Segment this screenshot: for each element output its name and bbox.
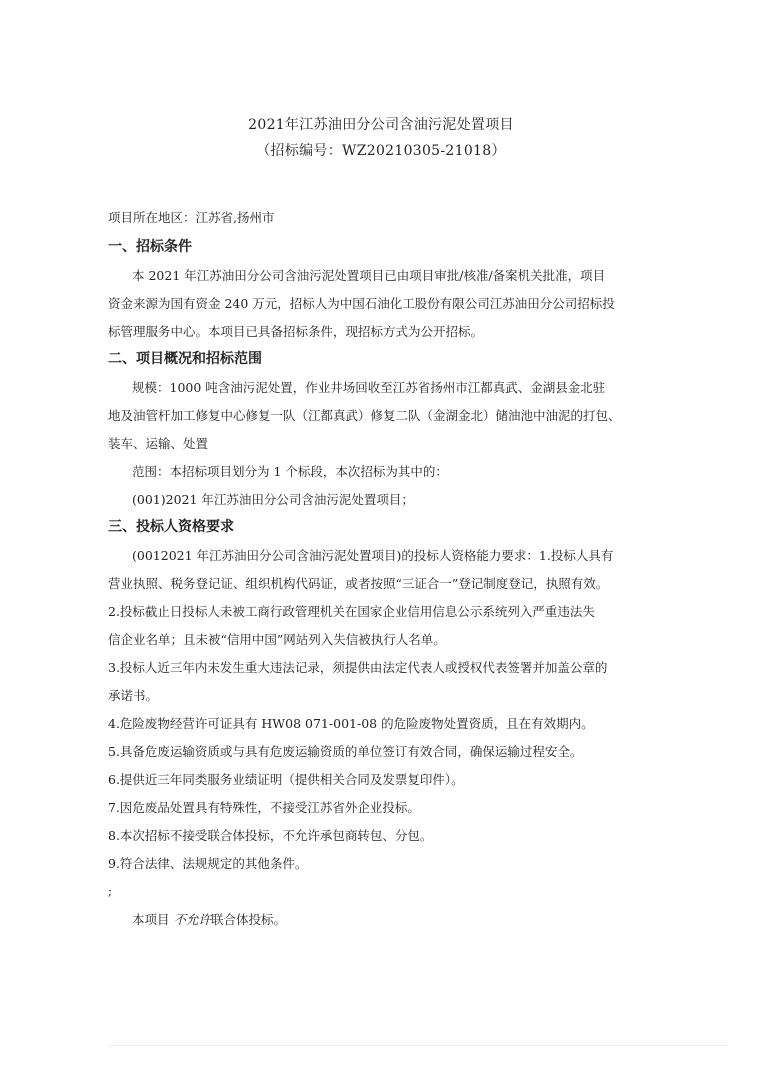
consortium-line: [132, 910, 286, 928]
section-1-heading: 一、招标条件: [108, 239, 192, 255]
section-3-line-8: 5.具备危废运输资质或与具有危废运输资质的单位签订有效合同，确保运输过程安全。: [108, 744, 583, 759]
section-3-line-1: (0012021 年江苏油田分公司含油污泥处置项目)的投标人资格能力要求：1.投标人具有: [132, 548, 614, 563]
section-2-heading: 二、项目概况和招标范围: [108, 351, 262, 367]
section-3-line-3: 2.投标截止日投标人未被工商行政管理机关在国家企业信用信息公示系统列入严重违法失: [108, 604, 595, 619]
section-3-line-9: 6.提供近三年同类服务业绩证明（提供相关合同及发票复印件）。: [108, 772, 464, 787]
section-1-line-3: 标管理服务中心。本项目已具备招标条件，现招标方式为公开招标。: [108, 324, 484, 339]
section-1-line-2: 资金来源为国有资金 240 万元，招标人为中国石油化工股份有限公司江苏油田分公司招标投: [108, 296, 615, 311]
section-3-heading: 三、投标人资格要求: [108, 519, 234, 535]
section-2-line-4: 范围：本招标项目划分为 1 个标段，本次招标为其中的：: [132, 464, 448, 479]
section-2-line-3: 装车、运输、处置: [108, 436, 209, 451]
consortium-value: 不允许: [173, 912, 212, 927]
section-3-line-12: 9.符合法律、法规规定的其他条件。: [108, 856, 308, 871]
section-3-line-2: 营业执照、税务登记证、组织机构代码证，或者按照“三证合一”登记制度登记，执照有效。: [108, 576, 609, 591]
section-2-line-2: 地及油管杆加工修复中心修复一队（江都真武）修复二队（金湖金北）储油池中油泥的打包、: [108, 408, 621, 423]
section-3-line-11: 8.本次招标不接受联合体投标，不允许承包商转包、分包。: [108, 828, 433, 843]
section-3-line-6: 承诺书。: [108, 688, 159, 703]
section-2-line-5: (001)2021 年江苏油田分公司含油污泥处置项目；: [132, 492, 414, 507]
scan-artifact-line: [108, 1045, 728, 1046]
section-3-line-5: 3.投标人近三年内未发生重大违法记录，须提供由法定代表人或授权代表签署并加盖公章的: [108, 660, 608, 675]
consortium-suffix: 联合体投标。: [211, 912, 287, 927]
semicolon-mark: ;: [108, 884, 113, 898]
project-location: 项目所在地区：江苏省,扬州市: [108, 210, 275, 225]
section-3-line-4: 信企业名单；且未被“信用中国”网站列入失信被执行人名单。: [108, 632, 446, 647]
document-title: 2021年江苏油田分公司含油污泥处置项目: [248, 117, 514, 133]
section-2-line-1: 规模：1000 吨含油污泥处置，作业井场回收至江苏省扬州市江都真武、金湖县金北驻: [132, 380, 606, 395]
consortium-prefix: 本项目: [132, 912, 170, 927]
section-3-line-7: 4.危险废物经营许可证具有 HW08 071-001-08 的危险废物处置资质，且在有效期内。: [108, 716, 594, 731]
tender-number: （招标编号：WZ20210305-21018）: [256, 143, 506, 159]
section-1-line-1: 本 2021 年江苏油田分公司含油污泥处置项目已由项目审批/核准/备案机关批准，项目: [132, 268, 606, 283]
section-3-line-10: 7.因危废品处置具有特殊性，不接受江苏省外企业投标。: [108, 800, 420, 815]
